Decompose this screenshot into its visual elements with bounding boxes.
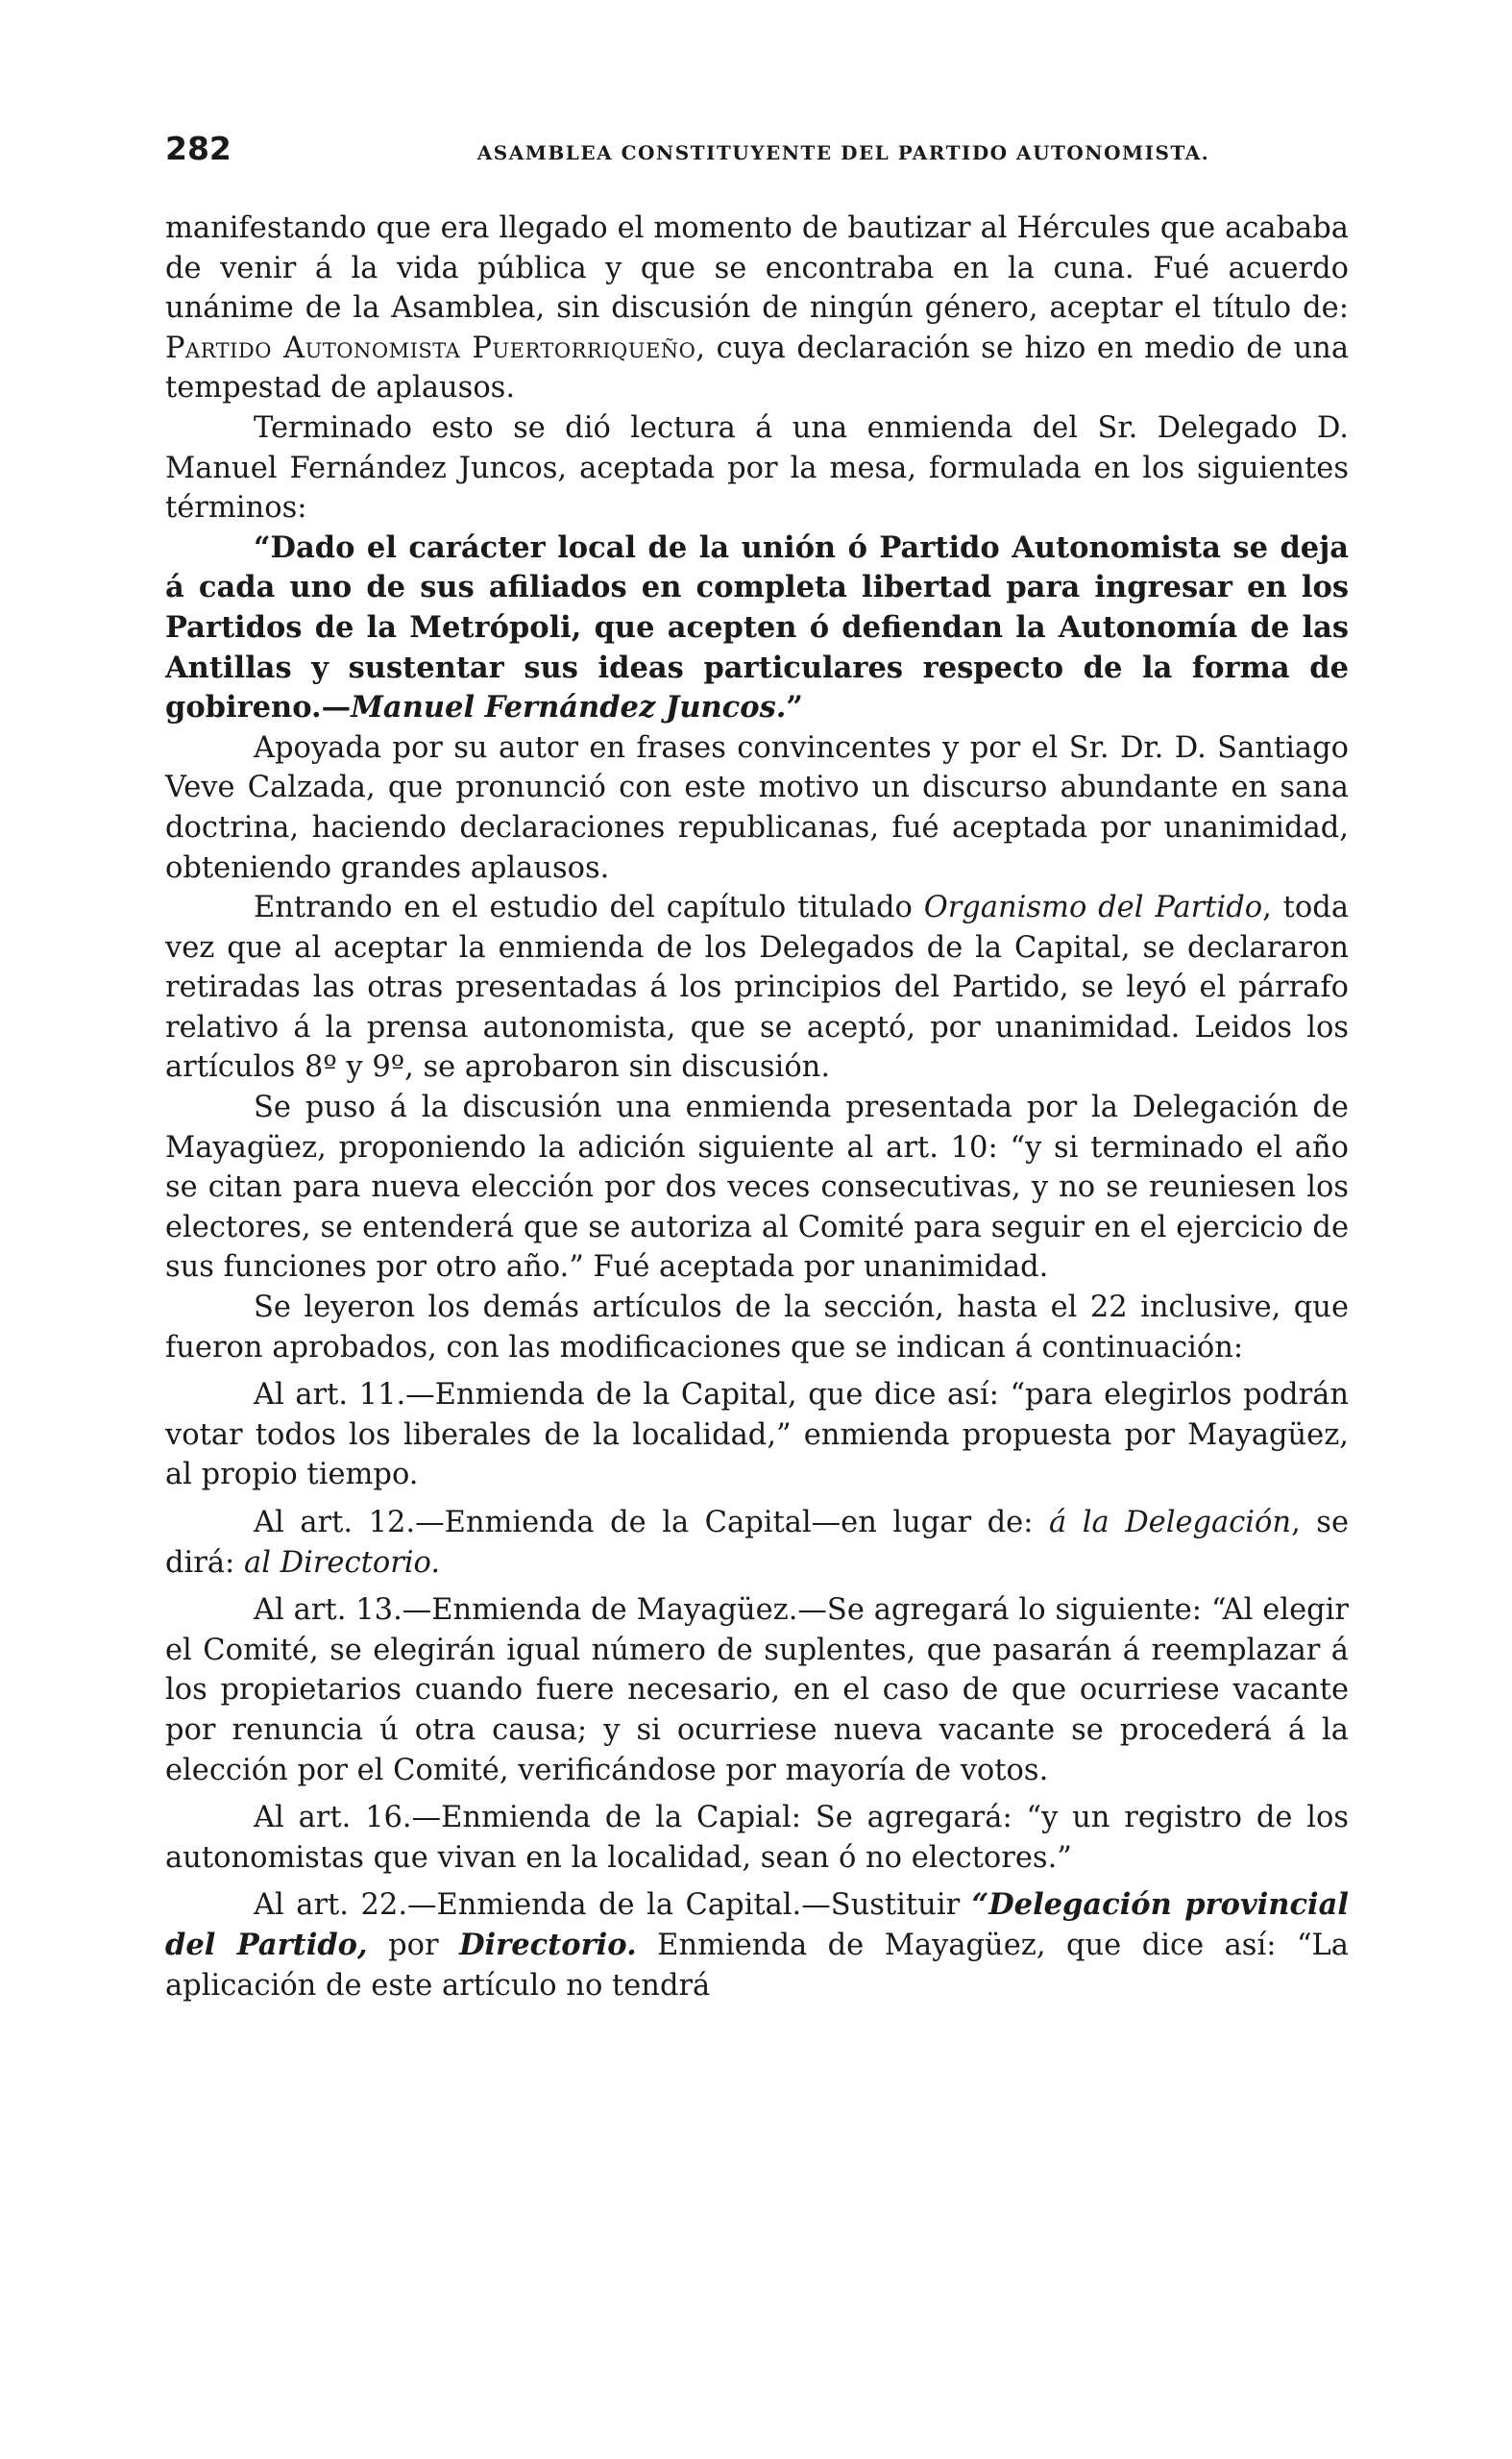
signature: Manuel Fernández Juncos. bbox=[351, 690, 787, 725]
paragraph-enmienda-lectura: Terminado esto se dió lectura á una enmienda del Sr. Delegado D. Manuel Fernández Juncos, aceptada por la mesa, formulada en los siguientes términos: bbox=[165, 410, 1349, 526]
running-head: ASAMBLEA CONSTITUYENTE DEL PARTIDO AUTONOMISTA. bbox=[476, 141, 1210, 164]
paragraph-art-11: Al art. 11.—Enmienda de la Capital, que dice así: “para elegirlos podrán votar todos los liberales de la localidad,” enmienda propuesta por Mayagüez, al propio tiempo. bbox=[165, 1378, 1349, 1492]
paragraph-hercules: manifestando que era llegado el momento de bautizar al Hércules que acababa de venir á la vida pública y que se encontraba en la cuna. Fué acuerdo unánime de la Asamblea, sin discusión de ningún género, aceptar el título de: Partido Autonomista Puertorriqueño, cuya declaración se hizo en medio de una tempestad de aplausos. bbox=[165, 211, 1350, 406]
chapter-title: Organismo del Partido bbox=[923, 891, 1263, 925]
page-number: 282 bbox=[165, 130, 232, 167]
paragraph-apoyada: Apoyada por su autor en frases convincentes y por el Sr. Dr. D. Santiago Veve Calzada, que pronunció con este motivo un discurso abundante en sana doctrina, haciendo declaraciones republicanas, fué aceptada por unanimidad, obteniendo grandes aplausos. bbox=[165, 730, 1349, 885]
paragraph-art-13: Al art. 13.—Enmienda de Mayagüez.—Se agregará lo siguiente: “Al elegir el Comité, se elegirán igual número de suplentes, que pasarán á reemplazar á los propietarios cuando fuere necesario, en el caso de que ocurriese vacante por renuncia ú otra causa; y si ocurriese nueva vacante se procederá á la elección por el Comité, verificándose por mayoría de votos. bbox=[165, 1593, 1349, 1787]
party-name: Partido Autonomista Puertorriqueño bbox=[165, 331, 696, 365]
paragraph-enmienda-texto: “Dado el carácter local de la unión ó Partido Autonomista se deja á cada uno de sus afiliados en completa libertad para ingresar en los Partidos de la Metrópoli, que acepten ó defiendan la Autonomía de las Antillas y sustentar sus ideas particulares respecto de la forma de gobireno.—Manuel Fernández Juncos.” bbox=[165, 529, 1349, 725]
paragraph-art-22: Al art. 22.—Enmienda de la Capital.—Sustituir “Delegación provincial del Partido, por Directorio. Enmienda de Mayagüez, que dice así: “La aplicación de este artículo no tendrá bbox=[165, 1887, 1349, 2003]
page-header bbox=[165, 130, 1349, 187]
paragraph-articulos: Se leyeron los demás artículos de la sección, hasta el 22 inclusive, que fueron aprobados, con las modificaciones que se indican á continuación: bbox=[165, 1291, 1349, 1365]
paragraph-art-12: Al art. 12.—Enmienda de la Capital—en lugar de: á la Delegación, se dirá: al Directorio. bbox=[165, 1506, 1349, 1580]
paragraph-mayaguez-enmienda: Se puso á la discusión una enmienda presentada por la Delegación de Mayagüez, proponiendo la adición siguiente al art. 10: “y si terminado el año se citan para nueva elección por dos veces consecutivas, y no se reuniesen los electores, se entenderá que se autoriza al Comité para seguir en el ejercicio de sus funciones por otro año.” Fué aceptada por unanimidad. bbox=[165, 1091, 1349, 1285]
paragraph-organismo: Entrando en el estudio del capítulo titulado Organismo del Partido, toda vez que al aceptar la enmienda de los Delegados de la Capital, se declararon retiradas las otras presentadas á los principios del Partido, se leyó el párrafo relativo á la prensa autonomista, que se aceptó, por unanimidad. Leidos los artículos 8º y 9º, se aprobaron sin discusión. bbox=[165, 891, 1349, 1085]
paragraph-art-16: Al art. 16.—Enmienda de la Capial: Se agregará: “y un registro de los autonomistas que vivan en la localidad, sean ó no electores.” bbox=[165, 1801, 1349, 1875]
book-page bbox=[165, 130, 1349, 2005]
body-text bbox=[165, 209, 1349, 2005]
